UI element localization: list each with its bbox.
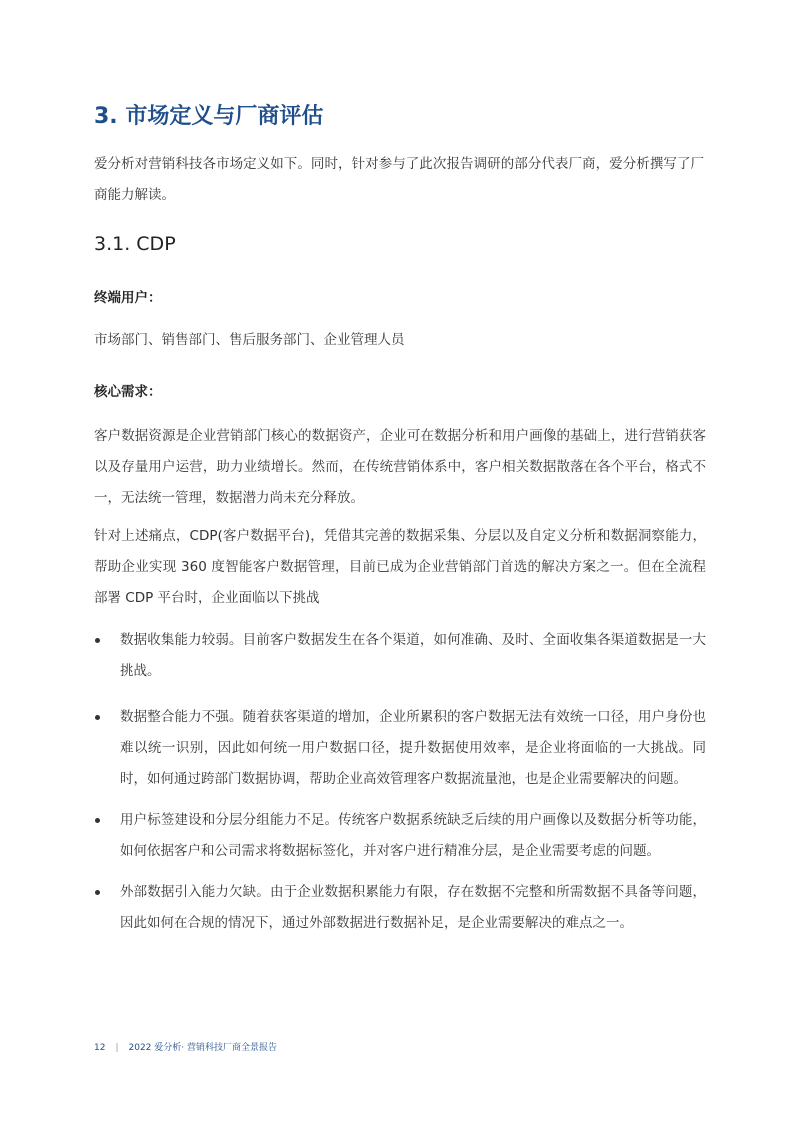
subsection-title: 3.1. CDP bbox=[94, 233, 176, 255]
list-item bbox=[94, 702, 706, 795]
core-needs-paragraph: 客户数据资源是企业营销部门核心的数据资产，企业可在数据分析和用户画像的基础上，进行营销获客以及存量用户运营，助力业绩增长。然而，在传统营销体系中，客户相关数据散落在各个平台，格式不一，无法统一管理，数据潜力尚未充分释放。 bbox=[94, 428, 706, 506]
core-needs-label: 核心需求： bbox=[94, 384, 162, 400]
list-item-text: 用户标签建设和分层分组能力不足。传统客户数据系统缺乏后续的用户画像以及数据分析等功能，如何依据客户和公司需求将数据标签化，并对客户进行精准分层，是企业需要考虑的问题。 bbox=[120, 812, 706, 859]
page-footer bbox=[94, 1042, 277, 1054]
end-users-text: 市场部门、销售部门、售后服务部门、企业管理人员 bbox=[94, 332, 405, 348]
footer-separator: | bbox=[115, 1043, 119, 1053]
list-item-text: 数据收集能力较弱。目前客户数据发生在各个渠道，如何准确、及时、全面收集各渠道数据是一大挑战。 bbox=[120, 632, 706, 679]
bullet-icon bbox=[95, 638, 100, 643]
list-item bbox=[94, 625, 706, 687]
bullet-icon bbox=[95, 818, 100, 823]
end-users-label: 终端用户： bbox=[94, 290, 162, 306]
bullet-icon bbox=[95, 715, 100, 720]
list-item bbox=[94, 805, 706, 867]
cdp-paragraph: 针对上述痛点，CDP(客户数据平台)，凭借其完善的数据采集、分层以及自定义分析和数据洞察能力，帮助企业实现 360 度智能客户数据管理，目前已成为企业营销部门首选的解决方案之一。但在全流程部署 CDP 平台时，企业面临以下挑战 bbox=[94, 528, 706, 606]
bullet-icon bbox=[95, 890, 100, 895]
intro-paragraph: 爱分析对营销科技各市场定义如下。同时，针对参与了此次报告调研的部分代表厂商，爱分析撰写了厂商能力解读。 bbox=[94, 156, 704, 203]
list-item-text: 数据整合能力不强。随着获客渠道的增加，企业所累积的客户数据无法有效统一口径，用户身份也难以统一识别，因此如何统一用户数据口径，提升数据使用效率，是企业将面临的一大挑战。同时，如何通过跨部门数据协调，帮助企业高效管理客户数据流量池，也是企业需要解决的问题。 bbox=[120, 709, 706, 787]
footer-report-title: 2022 爱分析· 营销科技厂商全景报告 bbox=[128, 1043, 277, 1053]
list-item bbox=[94, 877, 706, 939]
list-item-text: 外部数据引入能力欠缺。由于企业数据积累能力有限，存在数据不完整和所需数据不具备等问题，因此如何在合规的情况下，通过外部数据进行数据补足，是企业需要解决的难点之一。 bbox=[120, 884, 706, 931]
section-heading: 3. 市场定义与厂商评估 bbox=[94, 104, 324, 129]
page-number: 12 bbox=[94, 1043, 106, 1053]
